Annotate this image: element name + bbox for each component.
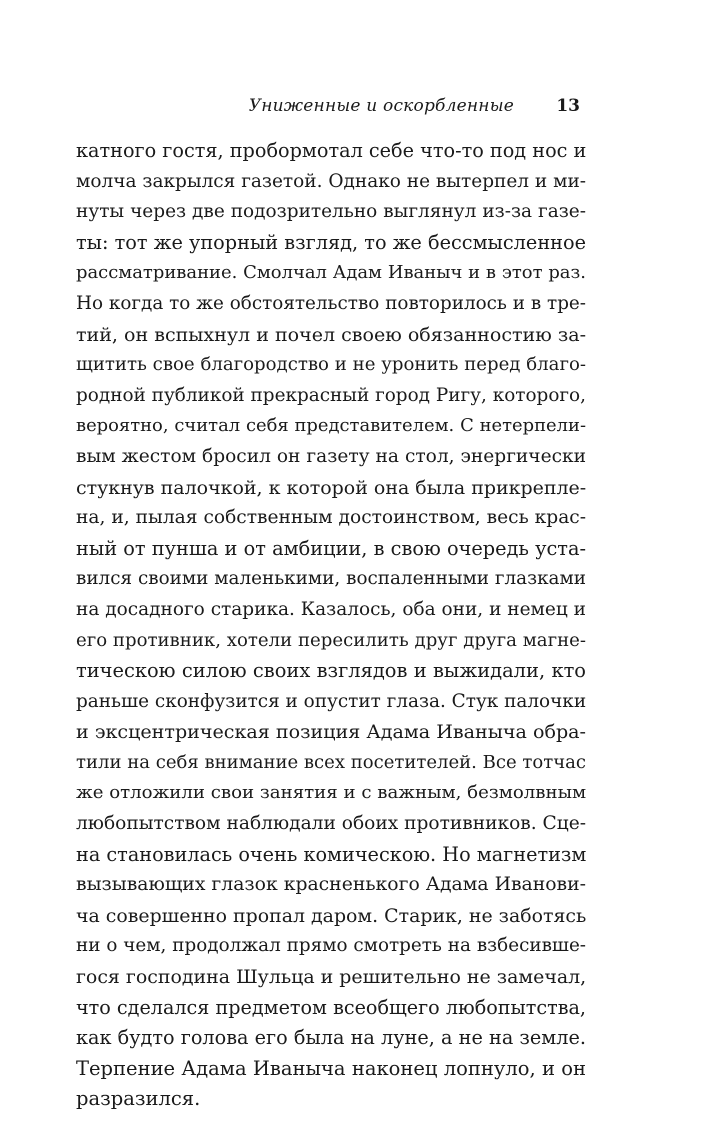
text-line: тий, он вспыхнул и почел своею обязанностию за- [76, 323, 586, 346]
text-line: вызывающих глазок красненького Адама Иванови- [76, 874, 586, 896]
text-line: гося господина Шульца и решительно не замечал, [76, 966, 587, 989]
body-text [76, 136, 586, 1115]
text-line: ный от пунша и от амбиции, в свою очередь уста- [76, 536, 586, 560]
text-line: раньше сконфузится и опустит глаза. Стук палочки [76, 690, 587, 712]
text-line: его противник, хотели пересилить друг друга магне- [76, 629, 586, 651]
text-line: на, и, пылая собственным достоинством, весь крас- [76, 507, 586, 529]
text-line: нуты через две подозрительно выглянул из-за газе- [76, 201, 586, 223]
text-line: вероятно, считал себя представителем. С нетерпели- [76, 415, 586, 437]
text-line: молча закрылся газетой. Однако не вытерпел и ми- [76, 170, 587, 192]
text-line: ни о чем, продолжал прямо смотреть на взбесивше- [76, 935, 586, 957]
text-line: любопытством наблюдали обоих противников. Сце- [76, 813, 586, 835]
running-title: Униженные и оскорбленные [248, 96, 514, 116]
running-head [0, 94, 708, 124]
text-line: разразился. [76, 1087, 201, 1111]
text-line: ты: тот же упорный взгляд, то же бессмысленное [76, 230, 586, 254]
text-line: тическою силою своих взглядов и выжидали, кто [76, 659, 586, 683]
text-line: стукнув палочкой, к которой она была прикрепле- [76, 476, 587, 499]
text-line: щитить свое благородство и не уронить перед благо- [76, 354, 586, 376]
text-line: ча совершенно пропал даром. Старик, не заботясь [76, 904, 587, 927]
text-line: Терпение Адама Иваныча наконец лопнуло, и он [76, 1056, 586, 1080]
text-line: вым жестом бросил он газету на стол, энергически [76, 445, 586, 467]
text-line: как будто голова его была на луне, а не на земле. [76, 1026, 586, 1050]
text-line: родной публикой прекрасный город Ригу, которого, [76, 384, 586, 406]
page-number: 13 [556, 96, 580, 116]
text-line: же отложили свои занятия и с важным, безмолвным [76, 782, 587, 804]
text-line: рассматривание. Смолчал Адам Иваныч и в этот раз. [76, 262, 586, 284]
text-line: на становилась очень комическою. Но магнетизм [76, 842, 587, 866]
text-line: на досадного старика. Казалось, оба они, и немец и [76, 598, 586, 620]
text-line: Но когда то же обстоятельство повторилось и в тре- [76, 292, 586, 314]
text-line: что сделался предметом всеобщего любопытства, [76, 995, 586, 1019]
text-line: катного гостя, пробормотал себе что-то под нос и [76, 139, 587, 162]
text-line: тили на себя внимание всех посетителей. Все тотчас [76, 751, 586, 773]
text-line: вился своими маленькими, воспаленными глазками [76, 568, 586, 590]
text-line: и эксцентрическая позиция Адама Иваныча обра- [76, 720, 586, 744]
